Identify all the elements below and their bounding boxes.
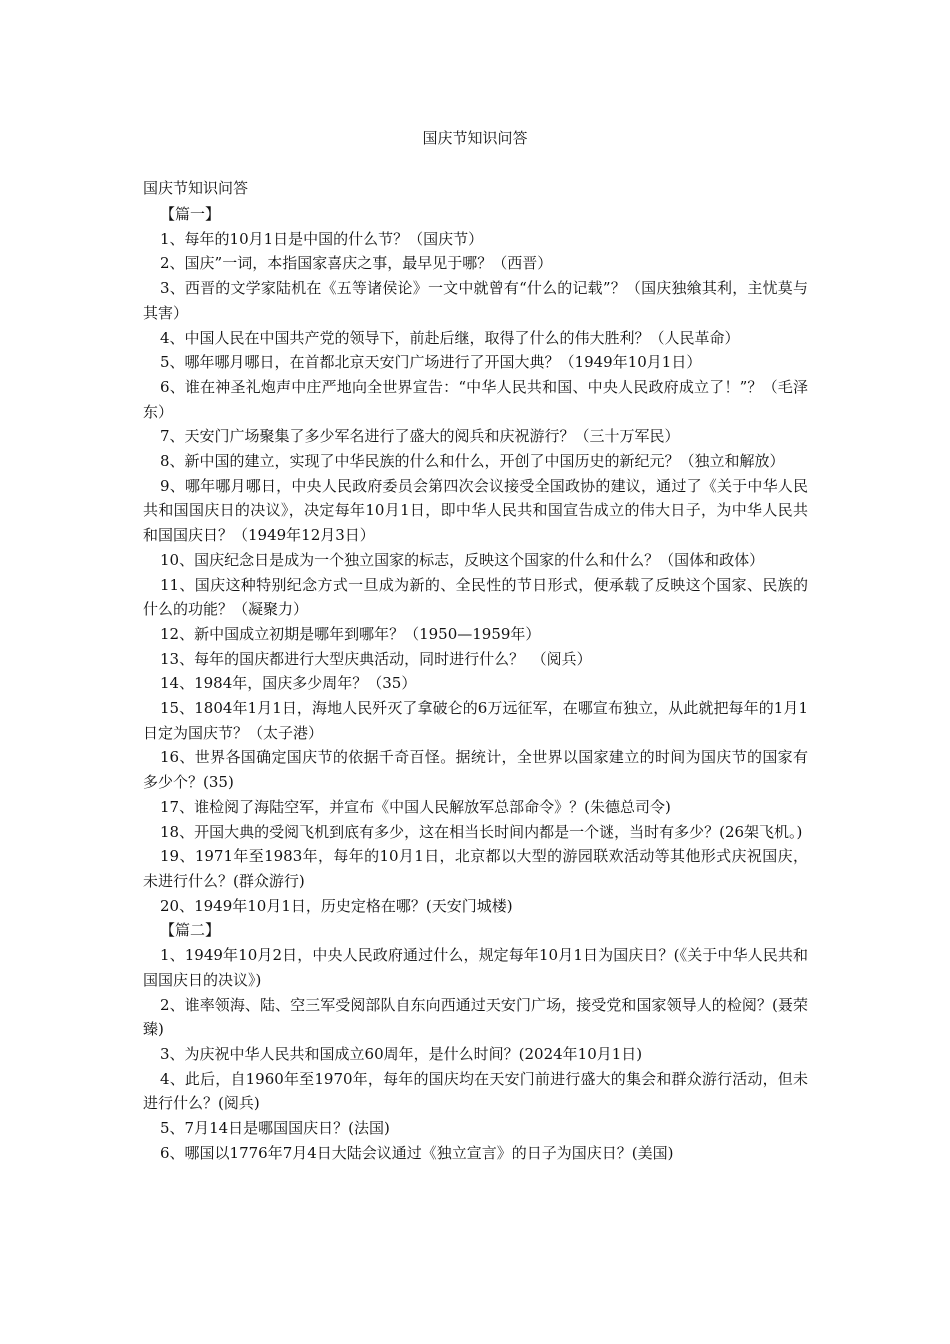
question-paragraph: 8、新中国的建立，实现了中华民族的什么和什么，开创了中国历史的新纪元？（独立和解放） [160,452,785,471]
question-paragraph: 13、每年的国庆都进行大型庆典活动，同时进行什么？ （阅兵） [160,649,592,668]
question-paragraph: 2、谁率领海、陆、空三军受阅部队自东向西通过天安门广场，接受党和国家领导人的检阅？(聂荣臻) [143,995,808,1039]
section-heading: 【篇二】 [160,921,221,940]
question-paragraph: 4、此后，自1960年至1970年，每年的国庆均在天安门前进行盛大的集会和群众游行活动，但未进行什么？(阅兵) [143,1069,808,1113]
section-heading: 【篇一】 [160,205,221,223]
question-paragraph: 20、1949年10月1日，历史定格在哪？(天安门城楼) [160,896,513,915]
question-paragraph: 19、1971年至1983年，每年的10月1日，北京都以大型的游园联欢活动等其他形式庆祝国庆，未进行什么？(群众游行) [143,847,808,890]
question-paragraph: 11、国庆这种特别纪念方式一旦成为新的、全民性的节日形式，便承载了反映这个国家、民族的什么的功能？（凝聚力） [143,575,808,619]
question-paragraph: 17、谁检阅了海陆空军，并宣布《中国人民解放军总部命令》？(朱德总司令) [160,797,671,816]
question-paragraph: 3、为庆祝中华人民共和国成立60周年，是什么时间？(2024年10月1日) [160,1044,643,1063]
question-paragraph: 1、1949年10月2日，中央人民政府通过什么，规定每年10月1日为国庆日？(《关于中华人民共和国国庆日的决议》) [143,946,808,989]
question-paragraph: 6、哪国以1776年7月4日大陆会议通过《独立宣言》的日子为国庆日？(美国) [160,1143,674,1162]
question-paragraph: 12、新中国成立初期是哪年到哪年？（1950—1959年） [160,624,541,643]
question-paragraph: 10、国庆纪念日是成为一个独立国家的标志，反映这个国家的什么和什么？（国体和政体） [160,550,765,569]
question-paragraph: 16、世界各国确定国庆节的依据千奇百怪。据统计，全世界以国家建立的时间为国庆节的国家有多少个？(35) [143,748,808,792]
question-paragraph: 5、7月14日是哪国国庆日？(法国) [160,1119,390,1138]
question-paragraph: 15、1804年1月1日，海地人民歼灭了拿破仑的6万远征军，在哪宣布独立，从此就把每年的1月1日定为国庆节？（太子港） [143,699,808,742]
question-paragraph: 7、天安门广场聚集了多少军名进行了盛大的阅兵和庆祝游行？（三十万军民） [160,427,680,446]
question-paragraph: 2、国庆”一词，本指国家喜庆之事，最早见于哪？（西晋） [160,254,553,273]
document-subtitle: 国庆节知识问答 [143,179,249,197]
question-paragraph: 1、每年的10月1日是中国的什么节？（国庆节） [160,229,484,248]
question-paragraph: 9、哪年哪月哪日，中央人民政府委员会第四次会议接受全国政协的建议，通过了《关于中华人民共和国国庆日的决议》，决定每年10月1日，即中华人民共和国宣告成立的伟大日子，为中华人民共和国国庆日？（1949年12月3日） [143,476,808,545]
question-paragraph: 5、哪年哪月哪日，在首都北京天安门广场进行了开国大典？（1949年10月1日） [160,353,702,372]
question-paragraph: 14、1984年，国庆多少周年？（35） [160,674,417,693]
question-paragraph: 3、西晋的文学家陆机在《五等诸侯论》一文中就曾有“什么的记载”？（国庆独飨其利，主忧莫与其害） [143,279,808,322]
question-paragraph: 6、谁在神圣礼炮声中庄严地向全世界宣告：“中华人民共和国、中央人民政府成立了！”？（毛泽东） [143,377,808,421]
question-paragraph: 4、中国人民在中国共产党的领导下，前赴后继，取得了什么的伟大胜利？（人民革命） [160,328,740,347]
question-paragraph: 18、开国大典的受阅飞机到底有多少，这在相当长时间内都是一个谜，当时有多少？(26架飞机。) [160,822,803,841]
document-title: 国庆节知识问答 [422,129,528,147]
document-body [143,202,808,1165]
